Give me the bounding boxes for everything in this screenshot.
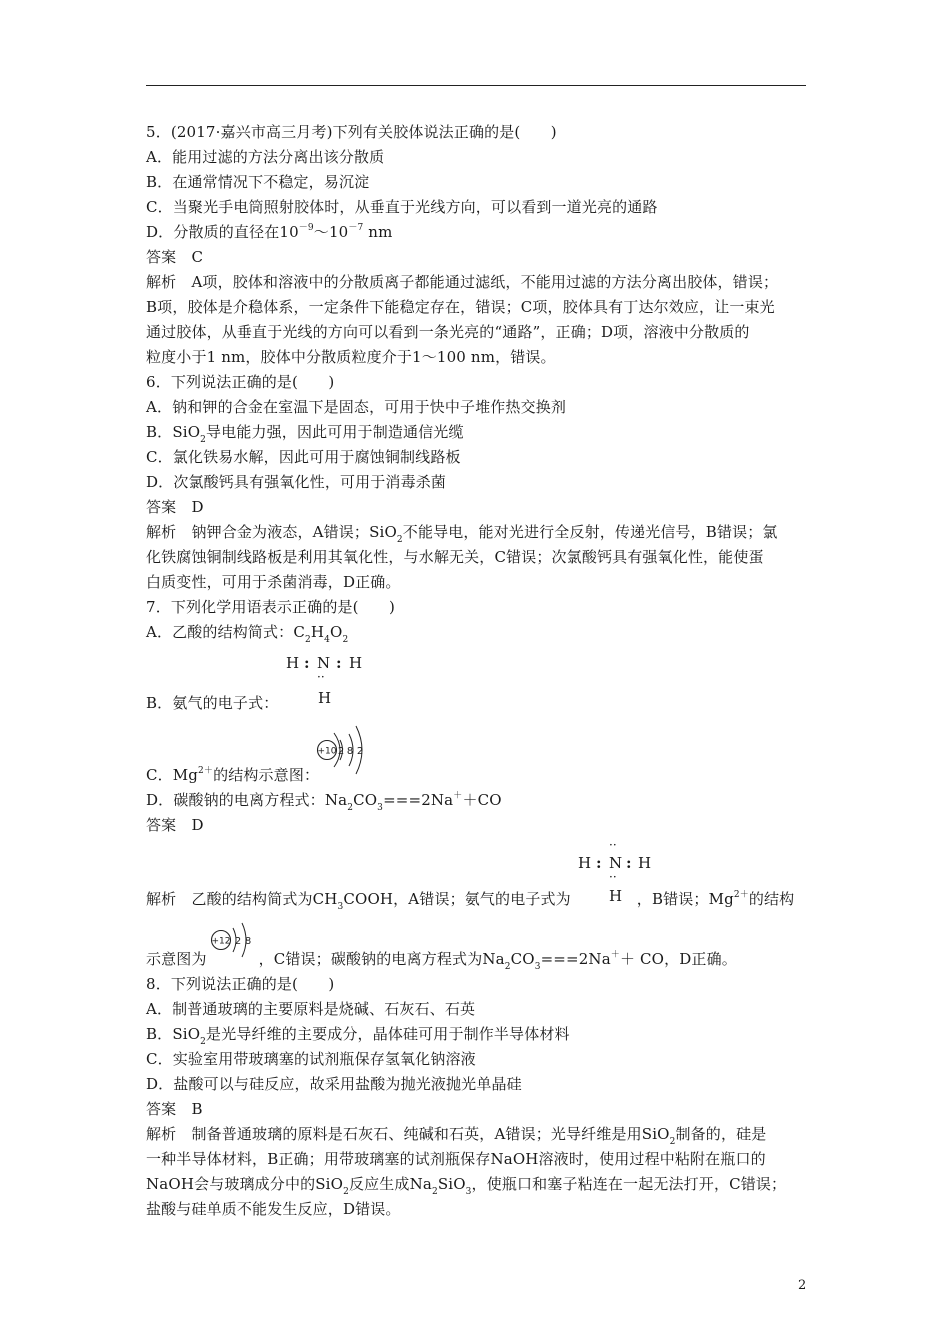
- mg-structure-diagram-option-c: [312, 718, 370, 782]
- q5-answer: 答案 C: [146, 248, 204, 266]
- q6-option-a: A．钠和钾的合金在室温下是固态，可用于快中子堆作热交换剂: [146, 398, 567, 416]
- q8-explanation-4: 盐酸与硅单质不能发生反应，D错误。: [146, 1200, 401, 1218]
- q6-option-b: B．SiO$_2$导电能力强，因此可用于制造通信光缆: [146, 423, 464, 445]
- q5-option-a: A．能用过滤的方法分离出该分散质: [146, 148, 385, 166]
- q6-explanation-3: 白质变性，可用于杀菌消毒，D正确。: [146, 573, 401, 591]
- page-number: 2: [798, 1278, 807, 1293]
- q8-explanation-2: 一种半导体材料，B正确；用带玻璃塞的试剂瓶保存NaOH溶液时，使用过程中粘附在瓶口的: [146, 1150, 766, 1168]
- nh3-exp-dots-bottom: ··: [609, 870, 617, 884]
- q8-stem: 8．下列说法正确的是( ): [146, 975, 335, 993]
- q8-option-a: A．制普通玻璃的主要原料是烧碱、石灰石、石英: [146, 1000, 476, 1018]
- nh3-dots-right: :: [336, 654, 342, 672]
- q5-explanation-2: B项，胶体是介稳体系，一定条件下能稳定存在，错误；C项，胶体具有丁达尔效应，让一束光: [146, 298, 775, 316]
- q8-answer: 答案 B: [146, 1100, 203, 1118]
- q6-answer: 答案 D: [146, 498, 204, 516]
- nh3-dots-bottom: ··: [317, 670, 325, 684]
- nucleus-charge: +12: [211, 936, 231, 947]
- nh3-exp-dots-top: ··: [609, 838, 617, 852]
- q7-stem: 7．下列化学用语表示正确的是( ): [146, 598, 395, 616]
- nh3-exp-h-right: H: [638, 854, 652, 872]
- q6-option-c: C．氯化铁易水解，因此可用于腐蚀铜制线路板: [146, 448, 461, 466]
- nh3-h-bottom: H: [318, 689, 332, 707]
- nh3-h-right: H: [349, 654, 363, 672]
- q8-explanation-3: NaOH会与玻璃成分中的SiO$_2$反应生成$Na_2SiO_3$，使瓶口和塞子粘连在一起无法打开，C错误；: [146, 1175, 787, 1197]
- shell-1-electrons: 2: [337, 746, 345, 757]
- q7-option-a: A．乙酸的结构简式：$C_2H_4O_2$: [146, 623, 349, 645]
- q6-stem: 6．下列说法正确的是( ): [146, 373, 335, 391]
- q5-stem: 5．(2017·嘉兴市高三月考)下列有关胶体说法正确的是( ): [146, 123, 557, 141]
- shell-2-electrons: 8: [244, 936, 252, 947]
- q6-option-d: D．次氯酸钙具有强氧化性，可用于消毒杀菌: [146, 473, 447, 491]
- nh3-exp-h-left: H: [578, 854, 592, 872]
- q8-explanation-1: 解析 制备普通玻璃的原料是石灰石、纯碱和石英，A错误；光导纤维是用SiO$_2$制备的，硅是: [146, 1125, 767, 1147]
- q6-explanation-2: 化铁腐蚀铜制线路板是利用其氧化性，与水解无关，C错误；次氯酸钙具有强氧化性，能使蛋: [146, 548, 764, 566]
- q7-answer: 答案 D: [146, 816, 204, 834]
- header-rule: [146, 85, 806, 86]
- q5-explanation-3: 通过胶体，从垂直于光线的方向可以看到一条光亮的“通路”，正确；D项，溶液中分散质的: [146, 323, 750, 341]
- q7-option-d: D．碳酸钠的电离方程式：$Na_2CO_3===2Na^++CO$: [146, 791, 502, 813]
- q6-explanation-1: 解析 钠钾合金为液态，A错误；SiO$_2$不能导电，能对光进行全反射，传递光信号，B错误；氯: [146, 523, 778, 545]
- q7-option-b: B．氨气的电子式：: [146, 694, 279, 712]
- q5-explanation-4: 粒度小于1 nm，胶体中分散质粒度介于1～100 nm，错误。: [146, 348, 556, 366]
- nh3-exp-dots-left: :: [596, 854, 602, 872]
- q8-option-b: B．SiO$_2$是光导纤维的主要成分，晶体硅可用于制作半导体材料: [146, 1025, 570, 1047]
- q5-explanation-1: 解析 A项，胶体和溶液中的分散质离子都能通过滤纸，不能用过滤的方法分离出胶体，错误；: [146, 273, 779, 291]
- q5-option-d: D．分散质的直径在$10^{-9}\sim 10^{-7}$ nm: [146, 223, 393, 241]
- nh3-dots-left: :: [304, 654, 310, 672]
- shell-2-electrons: 8: [346, 746, 354, 757]
- q7-explanation-1: 解析 乙酸的结构简式为$CH_3COOH$，A错误；氨气的电子式为 ，B错误；$Mg^{2+}$的结构: [146, 890, 795, 912]
- nh3-exp-h-bottom: H: [609, 887, 623, 905]
- shell-1-electrons: 2: [234, 936, 242, 947]
- q5-option-b: B．在通常情况下不稳定，易沉淀: [146, 173, 370, 191]
- q7-option-c: C．$Mg^{2+}$的结构示意图：: [146, 766, 320, 784]
- q8-option-d: D．盐酸可以与硅反应，故采用盐酸为抛光液抛光单晶硅: [146, 1075, 522, 1093]
- q8-option-c: C．实验室用带玻璃塞的试剂瓶保存氢氧化钠溶液: [146, 1050, 476, 1068]
- nh3-h-left: H: [286, 654, 300, 672]
- nh3-exp-dots-right: :: [626, 854, 632, 872]
- shell-3-electrons: 2: [356, 746, 364, 757]
- nh3-exp-n: N: [609, 854, 623, 872]
- nucleus-charge: +10: [317, 746, 337, 757]
- q7-explanation-2: 示意图为 ，C错误；碳酸钠的电离方程式为$Na_2CO_3===2Na^++$ CO，D正确。: [146, 950, 737, 972]
- nh3-n: N: [317, 654, 331, 672]
- q5-option-c: C．当聚光手电筒照射胶体时，从垂直于光线方向，可以看到一道光亮的通路: [146, 198, 658, 216]
